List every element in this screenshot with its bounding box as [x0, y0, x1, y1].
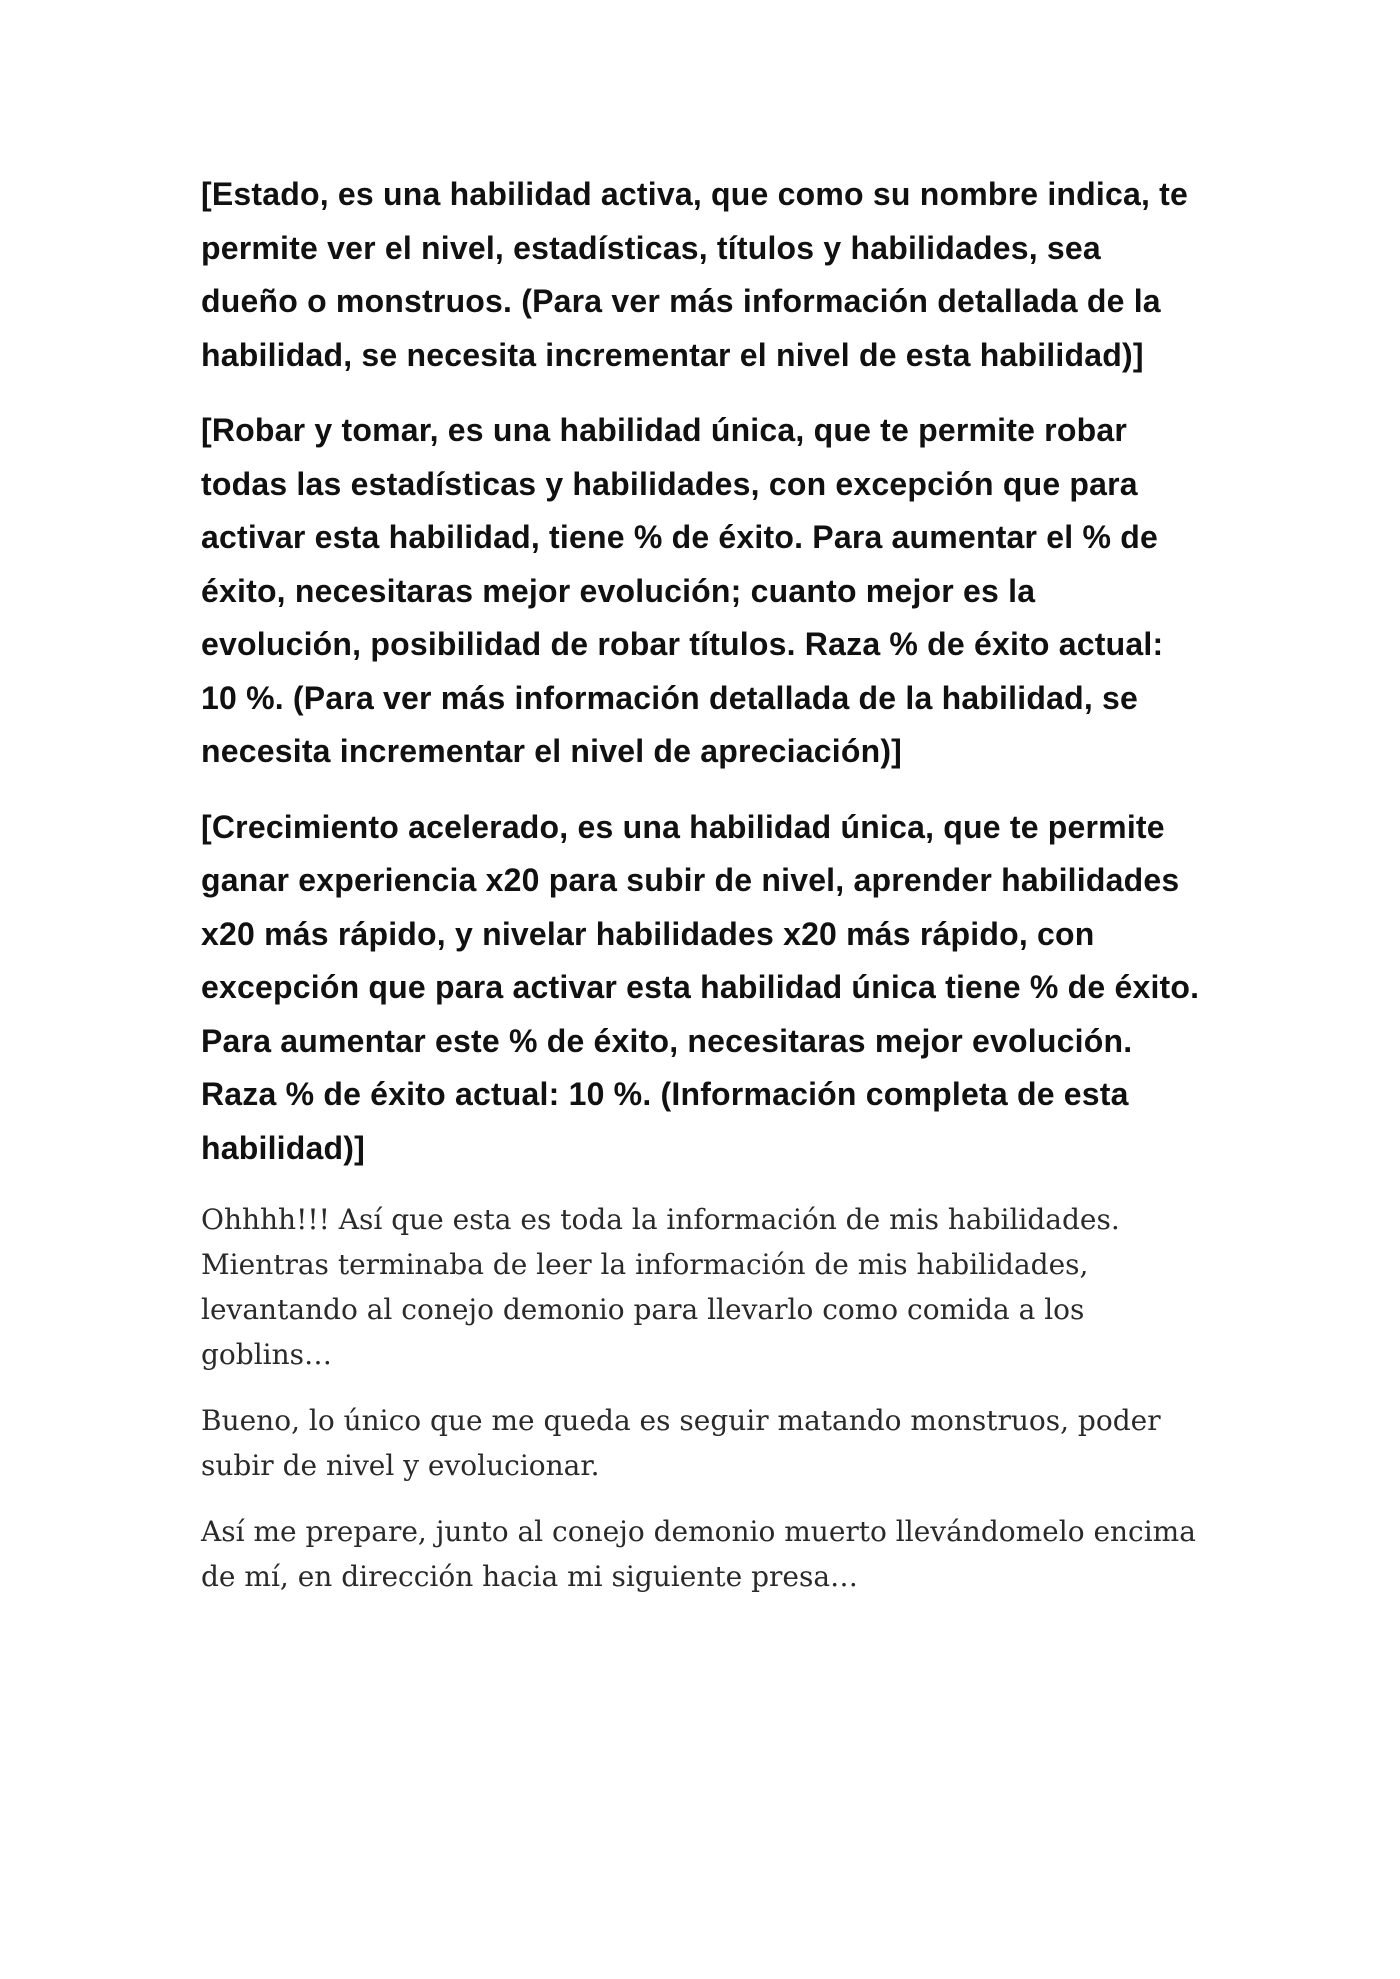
narrative-paragraph: Bueno, lo único que me queda es seguir matando monstruos, poder subir de nivel y evolucionar. — [201, 1404, 1161, 1482]
narrative-paragraph: Ohhhh!!! Así que esta es toda la información de mis habilidades. Mientras terminaba de leer la información de mis habilidades, levantando al conejo demonio para llevarlo como comida a los goblins… — [201, 1203, 1120, 1371]
narrative-paragraph: Así me prepare, junto al conejo demonio muerto llevándomelo encima de mí, en dirección hacia mi siguiente presa… — [201, 1515, 1196, 1593]
skill-description-robar-y-tomar: [Robar y tomar, es una habilidad única, que te permite robar todas las estadísticas y habilidades, con excepción que para activar esta habilidad, tiene % de éxito. Para aumentar el % de éxito, necesitaras mejor evolución; cuanto mejor es la evolución, posibilidad de robar títulos. Raza % de éxito actual: 10 %. (Para ver más información detallada de la habilidad, se necesita incrementar el nivel de apreciación)] — [201, 412, 1164, 769]
skill-description-crecimiento-acelerado: [Crecimiento acelerado, es una habilidad única, que te permite ganar experiencia x20 para subir de nivel, aprender habilidades x20 más rápido, y nivelar habilidades x20 más rápido, con excepción que para activar esta habilidad única tiene % de éxito. Para aumentar este % de éxito, necesitaras mejor evolución. Raza % de éxito actual: 10 %. (Información completa de esta habilidad)] — [201, 808, 1200, 1166]
page-content — [201, 168, 1201, 1620]
skill-description-estado: [Estado, es una habilidad activa, que como su nombre indica, te permite ver el nivel, estadísticas, títulos y habilidades, sea dueño o monstruos. (Para ver más información detallada de la habilidad, se necesita incrementar el nivel de esta habilidad)] — [201, 176, 1189, 373]
